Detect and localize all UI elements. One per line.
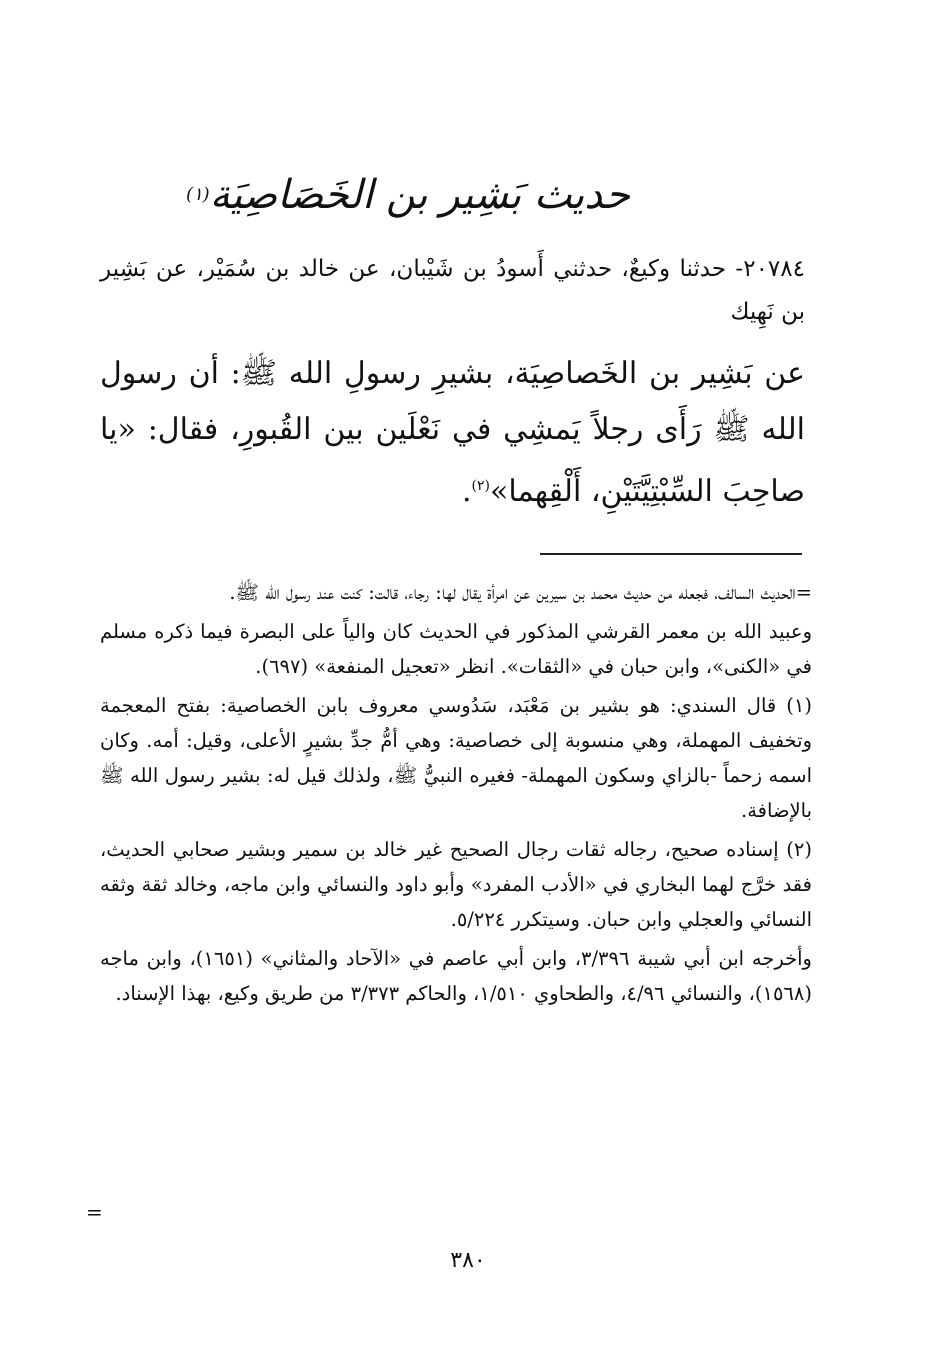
chapter-title-text: حديث بَشِير بن الخَصَاصِيَة <box>209 172 630 218</box>
page-number: ٣٨٠ <box>450 1248 486 1273</box>
footnotes <box>100 575 812 1015</box>
matn-footnote-ref: (٢) <box>471 478 490 494</box>
matn-end: . <box>461 474 472 509</box>
hadith-matn-text: عن بَشِير بن الخَصاصِيَة، بشيرِ رسولِ الله ﷺ: أن رسول الله ﷺ رَأَى رجلاً يَمشِي في نَعْلَين بين القُبورِ، فقال: «يا صاحِبَ السِّبْتِيَّتَيْنِ، أَلْقِهما» <box>100 356 805 509</box>
footnote-paragraph: =الحديث السالف، فجعله من حديث محمد بن سيرين عن امرأة يقال لها: رجاء، قالت: كنت عند رسول الله ﷺ. <box>229 581 812 604</box>
hadith-isnad: ٢٠٧٨٤- حدثنا وكيعٌ، حدثني أَسودُ بن شَيْبان، عن خالد بن سُمَيْر، عن بَشِير بن نَهِيك <box>100 256 805 325</box>
chapter-title <box>185 160 630 230</box>
continuation-mark: = <box>86 1200 103 1224</box>
footnote-paragraph: (١) قال السندي: هو بشير بن مَعْبَد، سَدُوسي معروف بابن الخصاصية: بفتح المعجمة وتخفيف المهملة، وهي منسوبة إلى خصاصية: وهي أمُّ جدِّ بشيرٍ الأعلى، وقيل: أمه. وكان اسمه زحماً -بالزاي وسكون المهملة- فغيره النبيُّ ﷺ، ولذلك قيل له: بشير رسول الله ﷺ بالإضافة. <box>100 694 812 822</box>
title-footnote-ref: (١) <box>185 184 210 205</box>
footnote-paragraph: وعبيد الله بن معمر القرشي المذكور في الحديث كان والياً على البصرة فيما ذكره مسلم في «الكنى»، وابن حبان في «الثقات». انظر «تعجيل المنفعة» (٦٩٧). <box>100 620 812 678</box>
hadith-matn <box>100 346 805 520</box>
footnote-separator <box>540 553 802 555</box>
footnote-paragraph: وأخرجه ابن أبي شيبة ٣/٣٩٦، وابن أبي عاصم في «الآحاد والمثاني» (١٦٥١)، وابن ماجه (١٥٦٨)، والنسائي ٤/٩٦، والطحاوي ١/٥١٠، والحاكم ٣/٣٧٣ من طريق وكيع، بهذا الإسناد. <box>100 947 812 1005</box>
footnote-paragraph: (٢) إسناده صحيح، رجاله ثقات رجال الصحيح غير خالد بن سمير وبشير صحابي الحديث، فقد خرَّج لهما البخاري في «الأدب المفرد» وأبو داود والنسائي وابن ماجه، وخالد ثقة وثقه النسائي والعجلي وابن حبان. وسيتكرر ٥/٢٢٤. <box>100 838 812 931</box>
